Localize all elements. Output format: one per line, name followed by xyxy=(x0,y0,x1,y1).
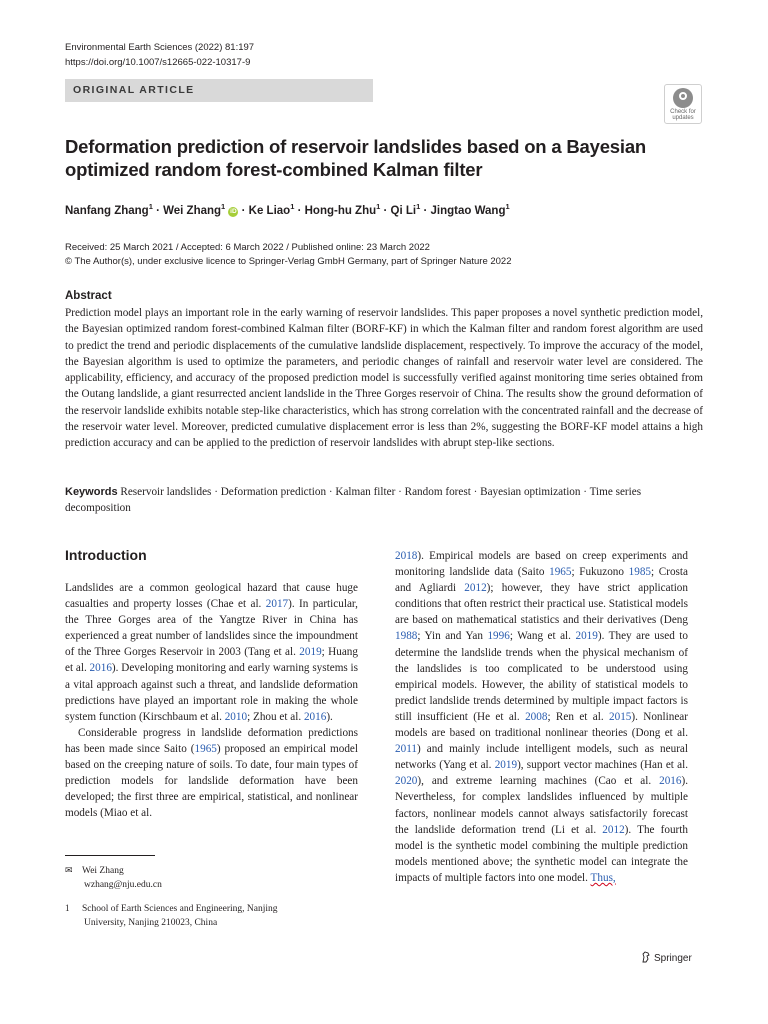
publisher-name: Springer xyxy=(654,953,692,964)
crossmark-button[interactable] xyxy=(664,84,702,124)
article-type-badge: ORIGINAL ARTICLE xyxy=(65,79,373,102)
author-affiliation-mark: 1 xyxy=(290,202,295,211)
author-separator: · xyxy=(294,204,305,217)
affiliation-note xyxy=(65,902,278,930)
affiliation-line-2: University, Nanjing 210023, China xyxy=(84,917,218,928)
keywords-text: Reservoir landslides · Deformation prediction · Kalman filter · Random forest · Bayesian optimization · Time series decomposition xyxy=(65,486,642,515)
doi-link[interactable]: https://doi.org/10.1007/s12665-022-10317-9 xyxy=(65,57,251,68)
citation-link[interactable]: 2016 xyxy=(659,775,682,788)
author-affiliation-mark: 1 xyxy=(416,202,421,211)
citation-link[interactable]: 2011 xyxy=(395,743,417,756)
author-name[interactable]: Jingtao Wang xyxy=(430,204,506,217)
citation-link[interactable]: 2010 xyxy=(224,710,248,723)
author-name[interactable]: Wei Zhang xyxy=(163,204,222,217)
citation-link[interactable]: 2019 xyxy=(299,646,322,659)
citation-link[interactable]: 1996 xyxy=(487,630,510,643)
citation-link[interactable]: 1985 xyxy=(628,566,652,579)
crossmark-label-1: Check for xyxy=(670,109,696,115)
journal-header xyxy=(65,40,254,70)
corresponding-name: Wei Zhang xyxy=(82,866,124,876)
citation-link[interactable]: 2008 xyxy=(525,710,548,723)
author-name[interactable]: Qi Li xyxy=(390,204,417,217)
author-affiliation-mark: 1 xyxy=(221,202,226,211)
citation-link[interactable]: 1965 xyxy=(549,566,572,579)
author-separator: · xyxy=(152,204,164,217)
publication-history xyxy=(65,241,512,269)
author-separator: · xyxy=(238,204,249,217)
abstract-text: Prediction model plays an important role in the early warning of reservoir landslides. This paper proposes a novel synthetic prediction model, the Bayesian optimized random forest-combined Kalman filter (BORF-KF) in which the Kalman filter and random forest algorithm are used to predict the trend and periodic displacements of the cumulative landslide displacement, respectively. To improve the accuracy of the model, the Bayesian algorithm is used to optimize the parameters, and periodic changes of rainfall and reservoir water level are considered. The applicability, efficiency, and accuracy of the proposed prediction model is successfully verified against monitoring time series obtained from the Outang landslide, a giant resurrected ancient landslide in the Three Gorges reservoir of China. The results show the ground deformation of the reservoir landslide exhibits notable step-like characteristics, which has strong correlation with the concentrated rainfall and the decrease of the reservoir water level. Moreover, predicted cumulative displacement error is less than 2%, suggesting the BORF-KF model attains a high prediction accuracy and can be applied to the prediction of reservoir landslides with abrupt step-like sections. xyxy=(65,307,703,450)
springer-horse-icon xyxy=(641,951,651,963)
right-column xyxy=(395,548,688,886)
author-separator: · xyxy=(380,204,391,217)
author-name[interactable]: Ke Liao xyxy=(248,204,291,217)
copyright-line: © The Author(s), under exclusive licence to Springer-Verlag GmbH Germany, part of Springer Nature 2022 xyxy=(65,256,512,267)
abstract-heading: Abstract xyxy=(65,290,112,302)
citation-link[interactable]: 2015 xyxy=(609,710,632,723)
envelope-icon: ✉ xyxy=(65,865,73,875)
left-column xyxy=(65,580,358,821)
dates-line: Received: 25 March 2021 / Accepted: 6 March 2022 / Published online: 23 March 2022 xyxy=(65,242,430,253)
footnote-divider xyxy=(65,855,155,856)
citation-link[interactable]: 2012 xyxy=(602,823,625,836)
journal-citation: Environmental Earth Sciences (2022) 81:197 xyxy=(65,42,255,53)
affiliation-number: 1 xyxy=(65,903,70,913)
corresponding-email[interactable]: wzhang@nju.edu.cn xyxy=(84,879,162,890)
intro-paragraph-1: Landslides are a common geological hazard that cause huge casualties and property losses (Chae et al. 2017). In particular, the Three Gorges area of the Yangtze River in China has experienced a great number of landslides since the impoundment of the Three Gorges Reservoir in 2003 (Tang et al. 2019; Huang et al. 2016). Developing monitoring and early warning systems is a vital approach against such a threat, and landslide deformation predictions have played an important role in making the whole system function (Kirschbaum et al. 2010; Zhou et al. 2016). xyxy=(65,582,359,723)
citation-link[interactable]: 2017 xyxy=(265,598,289,611)
author-affiliation-mark: 1 xyxy=(148,202,153,211)
citation-link[interactable]: 2012 xyxy=(464,582,487,595)
author-affiliation-mark: 1 xyxy=(505,202,510,211)
citation-link[interactable]: 2020 xyxy=(395,775,418,788)
author-separator: · xyxy=(420,204,431,217)
intro-paragraph-2: Considerable progress in landslide deformation predictions has been made since Saito (1965) proposed an empirical model based on the creeping nature of soils. To date, four main types of prediction models for landslide deformation have been developed; the first three are empirical, statistical, and nonlinear models (Miao et al. xyxy=(65,726,358,820)
keywords-label: Keywords xyxy=(65,486,118,498)
author-list xyxy=(65,202,510,217)
citation-link[interactable]: 2019 xyxy=(575,630,598,643)
citation-link[interactable]: 1988 xyxy=(395,630,418,643)
keywords xyxy=(65,484,703,517)
author-affiliation-mark: 1 xyxy=(376,202,381,211)
author-name[interactable]: Nanfang Zhang xyxy=(65,204,149,217)
intro-paragraph-continued: 2018). Empirical models are based on creep experiments and monitoring landslide data (Saito 1965; Fukuzono 1985; Crosta and Agliardi 2012); however, they have strict application conditions that often restrict their practical use. Statistical models are based on mathematical statistics and their derivatives (Deng 1988; Yin and Yan 1996; Wang et al. 2019). They are used to determine the landslide trends when the physical mechanism of the landslides is too complicated to be understood using empirical models. However, the ability of statistical models to predict landslide trends determined by multiple impact factors is still insufficient (He et al. 2008; Ren et al. 2015). Nonlinear models are based on traditional nonlinear theories (Dong et al. 2011) and mainly include intelligent models, such as neural networks (Yang et al. 2019), support vector machines (Han et al. 2020), and extreme learning machines (Cao et al. 2016). Nevertheless, for complex landslides influenced by multiple factors, nonlinear models cannot always satisfactorily forecast the landslide deformation trend (Li et al. 2012). The fourth model is the synthetic model combining the multiple prediction models mentioned above; the synthetic model can integrate the impacts of multiple factors into one model. Thus, xyxy=(395,550,688,884)
citation-link[interactable]: 2019 xyxy=(494,759,518,772)
corresponding-author-note xyxy=(65,864,162,892)
orcid-icon[interactable]: iD xyxy=(230,207,237,215)
spellcheck-flagged-word[interactable]: Thus, xyxy=(590,871,616,884)
author-name[interactable]: Hong-hu Zhu xyxy=(304,204,377,217)
citation-link[interactable]: 1965 xyxy=(194,742,217,755)
crossmark-label-2: updates xyxy=(672,115,694,121)
citation-link[interactable]: 2016 xyxy=(89,662,112,675)
citation-link[interactable]: 2018 xyxy=(395,550,418,562)
citation-link[interactable]: 2016 xyxy=(303,710,327,723)
paper-title: Deformation prediction of reservoir landslides based on a Bayesian optimized random forest-combined Kalman filter xyxy=(65,136,647,180)
crossmark-icon xyxy=(673,88,693,108)
introduction-heading: Introduction xyxy=(65,547,147,563)
affiliation-line-1: School of Earth Sciences and Engineering, Nanjing xyxy=(82,904,278,914)
publisher-footer xyxy=(641,951,692,964)
